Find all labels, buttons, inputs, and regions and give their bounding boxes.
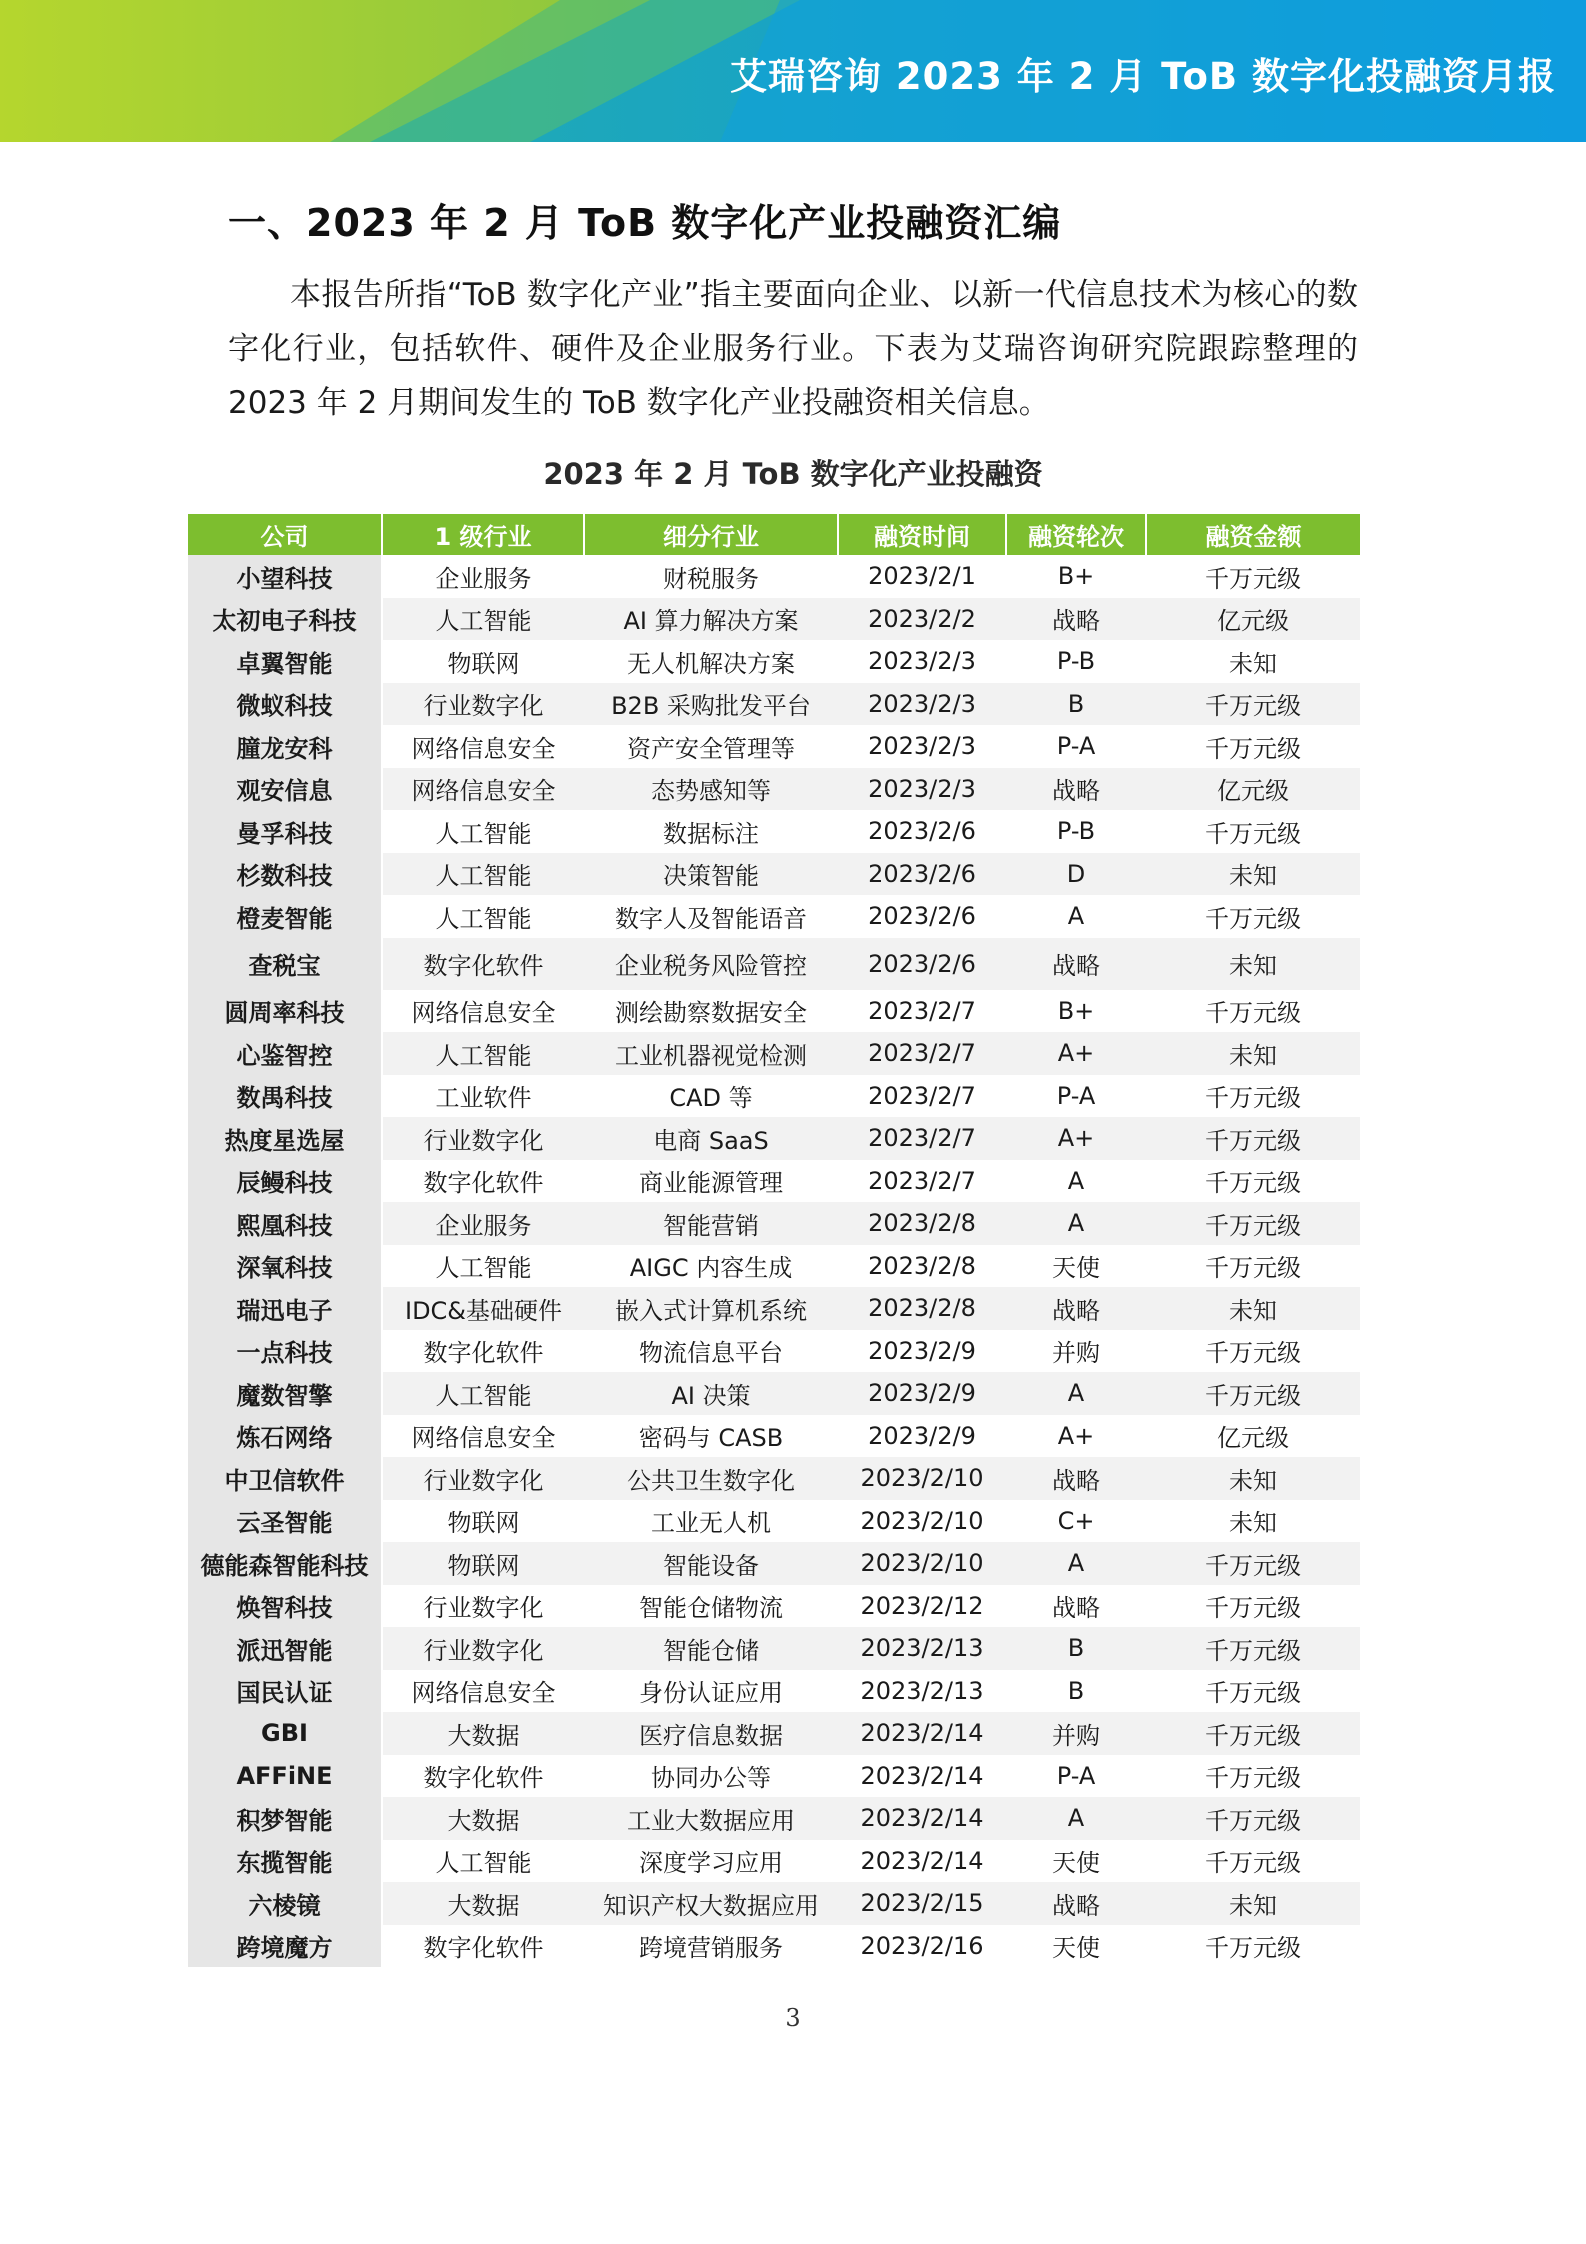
table-row xyxy=(188,1032,1360,1075)
date-cell: 2023/2/13 xyxy=(860,1676,984,1705)
sub-industry-cell: 协同办公等 xyxy=(651,1764,771,1793)
amount-cell: 未知 xyxy=(1229,1509,1277,1538)
date-cell: 2023/2/6 xyxy=(868,902,976,931)
company-cell: 辰鳗科技 xyxy=(188,1160,382,1203)
date-cell: 2023/2/12 xyxy=(860,1591,984,1620)
company-cell: 一点科技 xyxy=(188,1330,382,1373)
round-cell: A xyxy=(1067,902,1085,931)
round-cell: B xyxy=(1006,1627,1146,1670)
round-cell: 战略 xyxy=(1006,1457,1146,1500)
date-cell: 2023/2/3 xyxy=(838,683,1006,726)
industry-cell: 人工智能 xyxy=(382,1032,584,1075)
round-cell: 战略 xyxy=(1006,598,1146,641)
amount-cell: 千万元级 xyxy=(1146,1712,1360,1755)
amount-cell: 千万元级 xyxy=(1205,564,1301,593)
round-cell: 天使 xyxy=(1052,1934,1100,1963)
amount-cell: 千万元级 xyxy=(1146,683,1360,726)
industry-cell: 人工智能 xyxy=(382,598,584,641)
round-cell: A xyxy=(1006,1797,1146,1840)
round-cell: 并购 xyxy=(1006,1712,1146,1755)
company-cell: GBI xyxy=(188,1712,382,1755)
sub-industry-cell: 身份认证应用 xyxy=(639,1679,783,1708)
amount-cell: 未知 xyxy=(1146,938,1360,990)
table-row xyxy=(188,1457,1360,1500)
industry-cell: 大数据 xyxy=(382,1797,584,1840)
sub-industry-cell: 密码与 CASB xyxy=(638,1424,784,1453)
table-row xyxy=(188,1670,1360,1713)
sub-industry-cell: 财税服务 xyxy=(663,564,759,593)
table-row xyxy=(188,1712,1360,1755)
company-cell: 积梦智能 xyxy=(188,1797,382,1840)
company-cell: 瑞迅电子 xyxy=(188,1287,382,1330)
column-header-sub-industry: 细分行业 xyxy=(584,514,838,555)
date-cell: 2023/2/8 xyxy=(838,1202,1006,1245)
round-cell: 战略 xyxy=(1006,1882,1146,1925)
company-cell: 焕智科技 xyxy=(188,1585,382,1628)
round-cell: B xyxy=(1067,1676,1085,1705)
table-row xyxy=(188,1627,1360,1670)
company-cell: 六棱镜 xyxy=(188,1882,382,1925)
table-row xyxy=(188,1542,1360,1585)
amount-cell: 千万元级 xyxy=(1205,1084,1301,1113)
table-row xyxy=(188,895,1360,938)
date-cell: 2023/2/13 xyxy=(838,1627,1006,1670)
round-cell: 战略 xyxy=(1006,768,1146,811)
sub-industry-cell: 医疗信息数据 xyxy=(584,1712,838,1755)
table-row xyxy=(188,1372,1360,1415)
date-cell: 2023/2/10 xyxy=(860,1506,984,1535)
company-cell: 中卫信软件 xyxy=(188,1457,382,1500)
table-row xyxy=(188,1330,1360,1373)
sub-industry-cell: 知识产权大数据应用 xyxy=(584,1882,838,1925)
sub-industry-cell: 工业大数据应用 xyxy=(584,1797,838,1840)
company-cell: 深氧科技 xyxy=(188,1245,382,1288)
table-row xyxy=(188,1245,1360,1288)
sub-industry-cell: 电商 SaaS xyxy=(584,1117,838,1160)
sub-industry-cell: AI 算力解决方案 xyxy=(584,598,838,641)
industry-cell: 人工智能 xyxy=(382,1372,584,1415)
industry-cell: 企业服务 xyxy=(435,564,532,593)
sub-industry-cell: 智能仓储物流 xyxy=(639,1594,783,1623)
date-cell: 2023/2/7 xyxy=(868,1081,976,1110)
amount-cell: 千万元级 xyxy=(1205,819,1301,848)
sub-industry-cell: 决策智能 xyxy=(584,853,838,896)
table-row xyxy=(188,990,1360,1033)
table-row xyxy=(188,683,1360,726)
industry-cell: 数字化软件 xyxy=(423,1169,544,1198)
company-cell: 卓翼智能 xyxy=(188,640,382,683)
table-body xyxy=(188,555,1360,1967)
amount-cell: 千万元级 xyxy=(1205,1764,1301,1793)
round-cell: A+ xyxy=(1057,1421,1095,1450)
amount-cell: 千万元级 xyxy=(1205,734,1301,763)
round-cell: A xyxy=(1006,1542,1146,1585)
table-row xyxy=(188,810,1360,853)
amount-cell: 未知 xyxy=(1146,1032,1360,1075)
date-cell: 2023/2/8 xyxy=(838,1287,1006,1330)
company-cell: 朣龙安科 xyxy=(188,725,382,768)
industry-cell: 网络信息安全 xyxy=(411,1679,556,1708)
sub-industry-cell: 数字人及智能语音 xyxy=(615,904,807,933)
company-cell: 小望科技 xyxy=(188,555,382,598)
table-row xyxy=(188,640,1360,683)
date-cell: 2023/2/3 xyxy=(838,768,1006,811)
round-cell: 天使 xyxy=(1052,1254,1100,1283)
date-cell: 2023/2/14 xyxy=(860,1846,984,1875)
sub-industry-cell: 资产安全管理等 xyxy=(627,734,795,763)
round-cell: P-B xyxy=(1056,817,1096,846)
date-cell: 2023/2/1 xyxy=(868,562,976,591)
amount-cell: 亿元级 xyxy=(1146,598,1360,641)
round-cell: 战略 xyxy=(1006,1287,1146,1330)
round-cell: A xyxy=(1006,1372,1146,1415)
column-header-industry: 1 级行业 xyxy=(382,514,584,555)
date-cell: 2023/2/9 xyxy=(838,1372,1006,1415)
amount-cell: 千万元级 xyxy=(1205,999,1301,1028)
round-cell: C+ xyxy=(1057,1506,1095,1535)
intro-paragraph: 本报告所指“ToB 数字化产业”指主要面向企业、以新一代信息技术为核心的数字化行业，包括软件、硬件及企业服务行业。下表为艾瑞咨询研究院跟踪整理的 2023 年 2 月期间发生的 ToB 数字化产业投融资相关信息。 xyxy=(228,277,1358,421)
amount-cell: 千万元级 xyxy=(1146,1797,1360,1840)
date-cell: 2023/2/7 xyxy=(868,996,976,1025)
company-cell: 曼孚科技 xyxy=(188,810,382,853)
column-header-date: 融资时间 xyxy=(838,514,1006,555)
round-cell: A xyxy=(1006,1202,1146,1245)
date-cell: 2023/2/6 xyxy=(838,938,1006,990)
industry-cell: 企业服务 xyxy=(382,1202,584,1245)
industry-cell: 大数据 xyxy=(382,1882,584,1925)
sub-industry-cell: 无人机解决方案 xyxy=(627,649,795,678)
sub-industry-cell: 工业无人机 xyxy=(651,1509,771,1538)
amount-cell: 千万元级 xyxy=(1205,1254,1301,1283)
amount-cell: 千万元级 xyxy=(1146,1202,1360,1245)
industry-cell: 物联网 xyxy=(382,1542,584,1585)
industry-cell: 人工智能 xyxy=(435,904,532,933)
date-cell: 2023/2/6 xyxy=(868,817,976,846)
industry-cell: 数字化软件 xyxy=(423,1934,544,1963)
table-row xyxy=(188,938,1360,990)
date-cell: 2023/2/9 xyxy=(868,1421,976,1450)
round-cell: P-A xyxy=(1056,1081,1096,1110)
amount-cell: 未知 xyxy=(1146,1287,1360,1330)
round-cell: 战略 xyxy=(1052,1594,1100,1623)
industry-cell: 行业数字化 xyxy=(423,1594,544,1623)
company-cell: 德能森智能科技 xyxy=(188,1542,382,1585)
table-row xyxy=(188,768,1360,811)
industry-cell: 物联网 xyxy=(447,649,520,678)
industry-cell: 大数据 xyxy=(382,1712,584,1755)
industry-cell: 物联网 xyxy=(447,1509,520,1538)
table-row xyxy=(188,1202,1360,1245)
company-cell: 云圣智能 xyxy=(188,1500,382,1543)
round-cell: A+ xyxy=(1006,1032,1146,1075)
sub-industry-cell: 深度学习应用 xyxy=(639,1849,783,1878)
round-cell: 战略 xyxy=(1006,938,1146,990)
sub-industry-cell: 工业机器视觉检测 xyxy=(584,1032,838,1075)
table-row xyxy=(188,1415,1360,1458)
round-cell: D xyxy=(1006,853,1146,896)
sub-industry-cell: 态势感知等 xyxy=(584,768,838,811)
date-cell: 2023/2/8 xyxy=(868,1251,976,1280)
page-number: 3 xyxy=(785,2004,801,2032)
table-row xyxy=(188,598,1360,641)
industry-cell: 行业数字化 xyxy=(382,1457,584,1500)
industry-cell: 人工智能 xyxy=(382,853,584,896)
round-cell: 天使 xyxy=(1052,1849,1100,1878)
date-cell: 2023/2/16 xyxy=(860,1931,984,1960)
sub-industry-cell: 跨境营销服务 xyxy=(639,1934,783,1963)
column-header-company: 公司 xyxy=(188,514,382,555)
amount-cell: 千万元级 xyxy=(1205,904,1301,933)
industry-cell: 行业数字化 xyxy=(382,683,584,726)
round-cell: P-B xyxy=(1056,647,1096,676)
company-cell: 微蚁科技 xyxy=(188,683,382,726)
table-row xyxy=(188,1075,1360,1118)
company-cell: 观安信息 xyxy=(188,768,382,811)
table-row xyxy=(188,1500,1360,1543)
table-row xyxy=(188,1755,1360,1798)
amount-cell: 未知 xyxy=(1229,649,1277,678)
sub-industry-cell: 智能仓储 xyxy=(584,1627,838,1670)
amount-cell: 千万元级 xyxy=(1205,1594,1301,1623)
amount-cell: 亿元级 xyxy=(1217,1424,1289,1453)
column-header-amount: 融资金额 xyxy=(1146,514,1360,555)
industry-cell: 网络信息安全 xyxy=(411,1424,556,1453)
company-cell: 国民认证 xyxy=(188,1670,382,1713)
section-heading: 一、2023 年 2 月 ToB 数字化产业投融资汇编 xyxy=(228,201,1062,245)
company-cell: 熙凰科技 xyxy=(188,1202,382,1245)
round-cell: P-A xyxy=(1056,1761,1096,1790)
amount-cell: 未知 xyxy=(1146,1882,1360,1925)
table-header-row xyxy=(188,514,1360,555)
company-cell: 圆周率科技 xyxy=(188,990,382,1033)
industry-cell: 人工智能 xyxy=(435,819,532,848)
date-cell: 2023/2/14 xyxy=(860,1761,984,1790)
sub-industry-cell: 嵌入式计算机系统 xyxy=(584,1287,838,1330)
industry-cell: 人工智能 xyxy=(435,1849,532,1878)
company-cell: 热度星选屋 xyxy=(188,1117,382,1160)
round-cell: B+ xyxy=(1057,562,1095,591)
table-row xyxy=(188,1925,1360,1968)
round-cell: B+ xyxy=(1057,996,1095,1025)
industry-cell: 网络信息安全 xyxy=(411,999,556,1028)
table-title: 2023 年 2 月 ToB 数字化产业投融资 xyxy=(543,457,1043,491)
table-row xyxy=(188,1797,1360,1840)
column-header-round: 融资轮次 xyxy=(1006,514,1146,555)
industry-cell: 数字化软件 xyxy=(423,1764,544,1793)
industry-cell: 数字化软件 xyxy=(382,938,584,990)
financing-table xyxy=(188,514,1360,1967)
sub-industry-cell: AI 决策 xyxy=(584,1372,838,1415)
table-row xyxy=(188,725,1360,768)
amount-cell: 未知 xyxy=(1146,1457,1360,1500)
date-cell: 2023/2/7 xyxy=(868,1166,976,1195)
sub-industry-cell: 智能营销 xyxy=(584,1202,838,1245)
sub-industry-cell: 公共卫生数字化 xyxy=(584,1457,838,1500)
amount-cell: 千万元级 xyxy=(1146,1117,1360,1160)
company-cell: 炼石网络 xyxy=(188,1415,382,1458)
table-row xyxy=(188,1160,1360,1203)
date-cell: 2023/2/14 xyxy=(838,1712,1006,1755)
amount-cell: 亿元级 xyxy=(1146,768,1360,811)
industry-cell: 工业软件 xyxy=(435,1084,532,1113)
date-cell: 2023/2/7 xyxy=(838,1032,1006,1075)
company-cell: AFFiNE xyxy=(188,1755,382,1798)
date-cell: 2023/2/9 xyxy=(868,1336,976,1365)
table-row xyxy=(188,853,1360,896)
industry-cell: 网络信息安全 xyxy=(411,734,556,763)
industry-cell: 数字化软件 xyxy=(423,1339,544,1368)
industry-cell: 行业数字化 xyxy=(382,1117,584,1160)
sub-industry-cell: B2B 采购批发平台 xyxy=(584,683,838,726)
industry-cell: 人工智能 xyxy=(435,1254,532,1283)
header-banner xyxy=(0,0,1586,142)
date-cell: 2023/2/7 xyxy=(838,1117,1006,1160)
table-row xyxy=(188,555,1360,598)
round-cell: B xyxy=(1006,683,1146,726)
round-cell: P-A xyxy=(1056,732,1096,761)
amount-cell: 千万元级 xyxy=(1205,1339,1301,1368)
amount-cell: 未知 xyxy=(1146,853,1360,896)
sub-industry-cell: CAD 等 xyxy=(669,1084,753,1113)
company-cell: 跨境魔方 xyxy=(188,1925,382,1968)
industry-cell: 网络信息安全 xyxy=(382,768,584,811)
sub-industry-cell: 数据标注 xyxy=(663,819,759,848)
sub-industry-cell: 物流信息平台 xyxy=(639,1339,783,1368)
report-title: 艾瑞咨询 2023 年 2 月 ToB 数字化投融资月报 xyxy=(730,55,1556,98)
amount-cell: 千万元级 xyxy=(1205,1169,1301,1198)
amount-cell: 千万元级 xyxy=(1146,1372,1360,1415)
sub-industry-cell: 测绘勘察数据安全 xyxy=(615,999,807,1028)
company-cell: 杉数科技 xyxy=(188,853,382,896)
round-cell: 并购 xyxy=(1052,1339,1100,1368)
table-row xyxy=(188,1585,1360,1628)
date-cell: 2023/2/14 xyxy=(838,1797,1006,1840)
amount-cell: 千万元级 xyxy=(1205,1679,1301,1708)
sub-industry-cell: 智能设备 xyxy=(584,1542,838,1585)
date-cell: 2023/2/10 xyxy=(838,1457,1006,1500)
company-cell: 心鉴智控 xyxy=(188,1032,382,1075)
company-cell: 数禺科技 xyxy=(188,1075,382,1118)
amount-cell: 千万元级 xyxy=(1205,1849,1301,1878)
table-row xyxy=(188,1840,1360,1883)
company-cell: 太初电子科技 xyxy=(188,598,382,641)
sub-industry-cell: AIGC 内容生成 xyxy=(629,1254,793,1283)
company-cell: 橙麦智能 xyxy=(188,895,382,938)
industry-cell: 行业数字化 xyxy=(382,1627,584,1670)
amount-cell: 千万元级 xyxy=(1146,1542,1360,1585)
date-cell: 2023/2/10 xyxy=(838,1542,1006,1585)
round-cell: A xyxy=(1067,1166,1085,1195)
amount-cell: 千万元级 xyxy=(1146,1627,1360,1670)
sub-industry-cell: 企业税务风险管控 xyxy=(584,938,838,990)
round-cell: A+ xyxy=(1006,1117,1146,1160)
company-cell: 魔数智擎 xyxy=(188,1372,382,1415)
date-cell: 2023/2/15 xyxy=(838,1882,1006,1925)
sub-industry-cell: 商业能源管理 xyxy=(639,1169,783,1198)
company-cell: 东揽智能 xyxy=(188,1840,382,1883)
amount-cell: 千万元级 xyxy=(1205,1934,1301,1963)
table-row xyxy=(188,1882,1360,1925)
table-row xyxy=(188,1287,1360,1330)
date-cell: 2023/2/6 xyxy=(838,853,1006,896)
date-cell: 2023/2/2 xyxy=(838,598,1006,641)
date-cell: 2023/2/3 xyxy=(868,647,976,676)
industry-cell: IDC&基础硬件 xyxy=(382,1287,584,1330)
table-row xyxy=(188,1117,1360,1160)
date-cell: 2023/2/3 xyxy=(868,732,976,761)
company-cell: 派迅智能 xyxy=(188,1627,382,1670)
company-cell: 查税宝 xyxy=(188,938,382,990)
